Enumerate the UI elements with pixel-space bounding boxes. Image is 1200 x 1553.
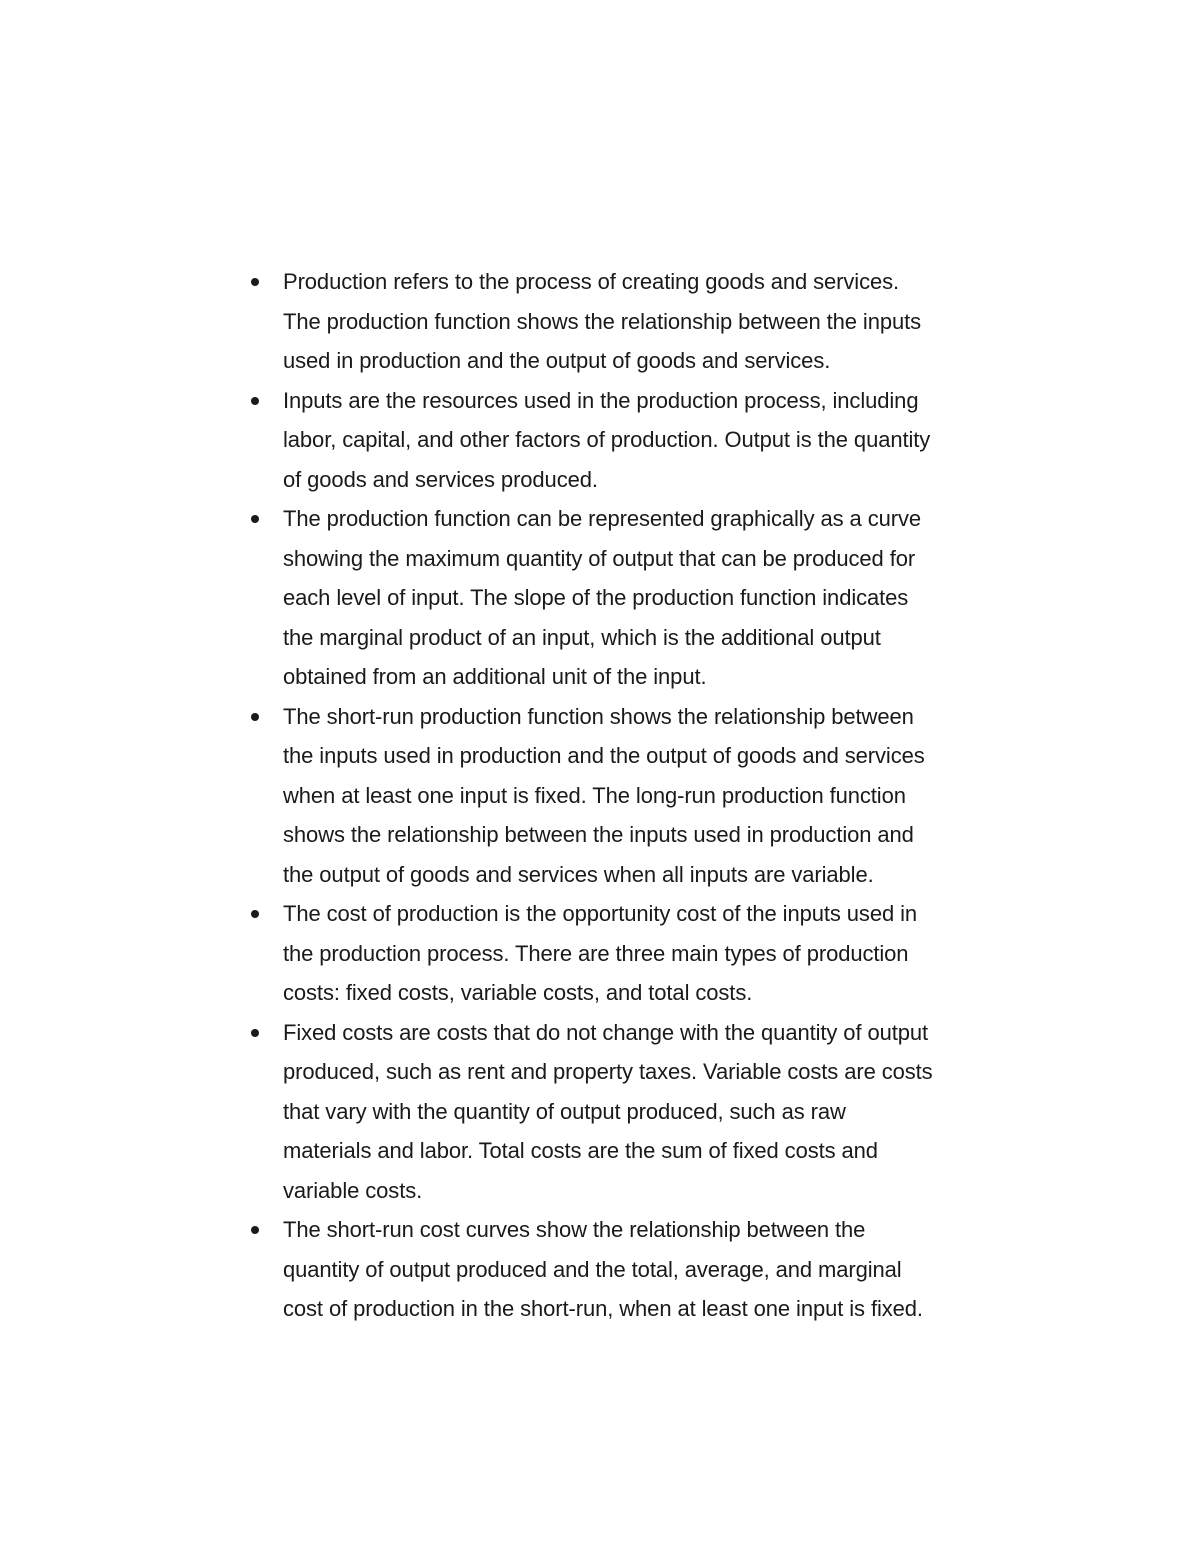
list-item-line: The production function shows the relationship between the inputs [283, 308, 922, 334]
list-item-line: the production process. There are three main types of production [283, 940, 909, 966]
bullet-list [246, 262, 1006, 1329]
list-item [246, 499, 1006, 697]
list-item-line: The cost of production is the opportunity cost of the inputs used in [283, 901, 918, 926]
list-item-line: materials and labor. Total costs are the sum of fixed costs and [283, 1138, 878, 1163]
list-item-line: variable costs. [283, 1177, 423, 1203]
list-item-line: the marginal product of an input, which is the additional output [283, 624, 881, 650]
bullet-point-icon [251, 397, 259, 405]
list-item [246, 894, 1006, 1013]
list-item-line: the inputs used in production and the output of goods and services [283, 743, 925, 768]
list-item-line: obtained from an additional unit of the input. [283, 664, 707, 689]
list-item-line: showing the maximum quantity of output that can be produced for [283, 545, 916, 571]
list-item-line: Fixed costs are costs that do not change with the quantity of output [283, 1019, 929, 1045]
bullet-point-icon [251, 910, 259, 918]
list-item-line: each level of input. The slope of the production function indicates [283, 585, 909, 610]
list-item-line: The short-run cost curves show the relationship between the [283, 1217, 866, 1242]
list-item-line: quantity of output produced and the total, average, and marginal [283, 1256, 902, 1282]
list-item-line: produced, such as rent and property taxes. Variable costs are costs [283, 1059, 933, 1084]
list-item-line: shows the relationship between the inputs used in production and [283, 822, 914, 847]
list-item-line: when at least one input is fixed. The long-run production function [283, 782, 906, 808]
list-item-line: that vary with the quantity of output produced, such as raw [283, 1098, 846, 1124]
list-item-line: The short-run production function shows the relationship between [283, 703, 914, 729]
list-item [246, 1013, 1006, 1211]
bullet-point-icon [251, 1226, 259, 1234]
list-item [246, 381, 1006, 500]
bullet-point-icon [251, 1029, 259, 1037]
list-item [246, 262, 1006, 381]
list-item-line: labor, capital, and other factors of production. Output is the quantity [283, 427, 931, 452]
list-item-line: the output of goods and services when all inputs are variable. [283, 861, 874, 887]
bullet-point-icon [251, 278, 259, 286]
list-item [246, 1210, 1006, 1329]
list-item-line: Production refers to the process of creating goods and services. [283, 269, 900, 294]
list-item-line: costs: fixed costs, variable costs, and total costs. [283, 980, 753, 1005]
list-item-line: of goods and services produced. [283, 466, 598, 492]
bullet-point-icon [251, 515, 259, 523]
list-item [246, 697, 1006, 895]
list-item-line: cost of production in the short-run, when at least one input is fixed. [283, 1296, 923, 1321]
list-item-line: Inputs are the resources used in the production process, including [283, 387, 919, 413]
list-item-line: used in production and the output of goods and services. [283, 348, 831, 373]
bullet-point-icon [251, 713, 259, 721]
list-item-line: The production function can be represented graphically as a curve [283, 506, 921, 531]
